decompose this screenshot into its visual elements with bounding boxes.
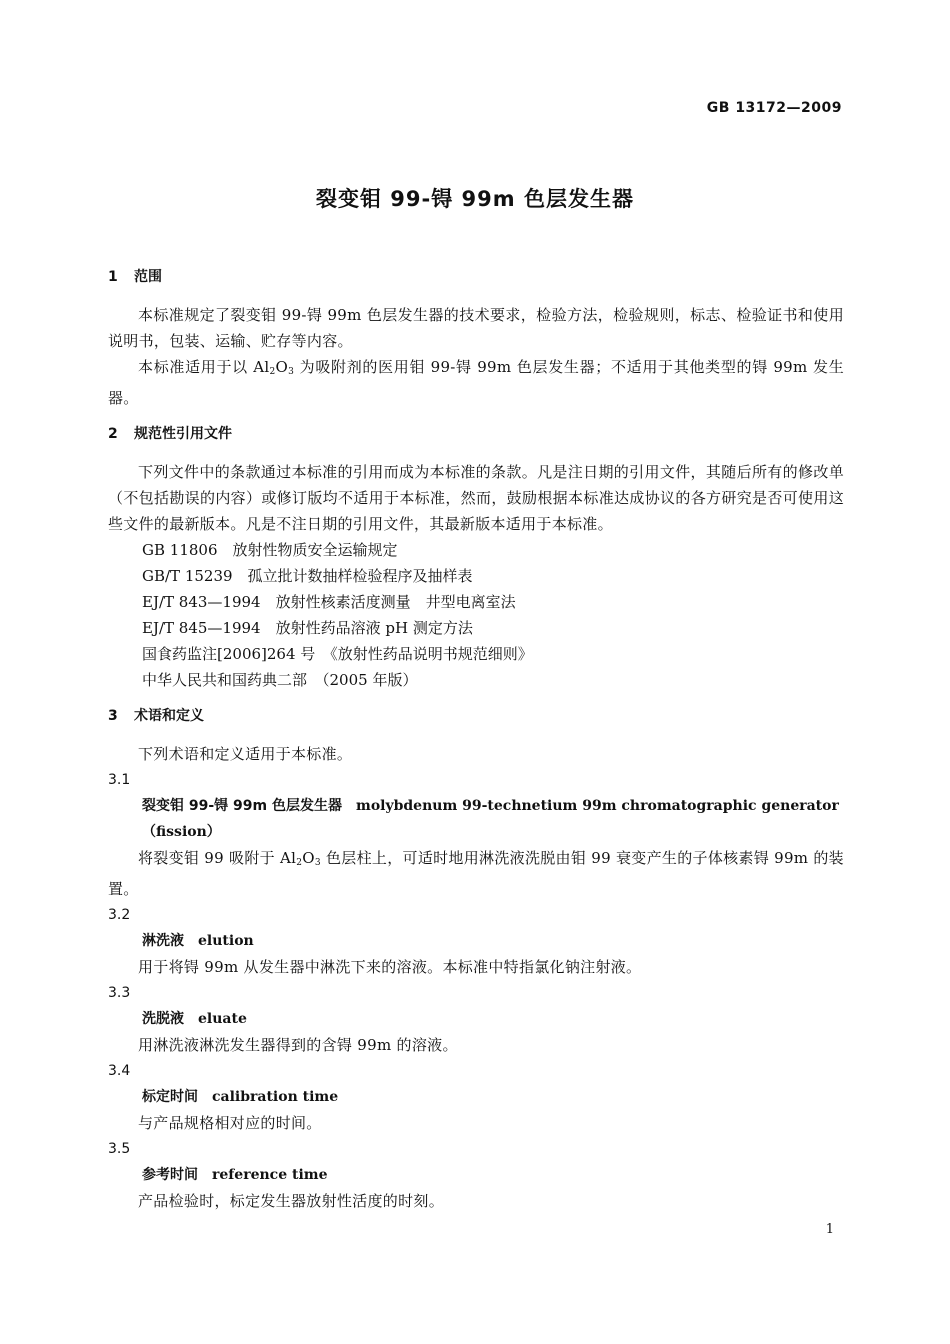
- term-definition: 与产品规格相对应的时间。: [138, 1114, 322, 1132]
- term-en: calibration time: [212, 1089, 339, 1105]
- term-title: [108, 1084, 844, 1110]
- references-intro: 下列文件中的条款通过本标准的引用而成为本标准的条款。凡是注日期的引用文件，其随后所有的修改单（不包括勘误的内容）或修订版均不适用于本标准，然而，鼓励根据本标准达成协议的各方研究是否可使用这些文件的最新版本。凡是不注日期的引用文件，其最新版本适用于本标准。: [108, 463, 844, 533]
- section-title: 范围: [134, 269, 162, 285]
- reference-item: EJ/T 843—1994 放射性核素活度测量 井型电离室法: [142, 593, 516, 611]
- term-zh: 裂变钼 99-锝 99m 色层发生器: [142, 798, 342, 814]
- term-en: eluate: [198, 1011, 247, 1027]
- term-number: 3.3: [108, 985, 131, 1001]
- reference-item: 中华人民共和国药典二部 （2005 年版）: [142, 671, 418, 689]
- term-zh: 参考时间: [142, 1167, 198, 1183]
- term-zh: 淋洗液: [142, 933, 184, 949]
- section-title: 术语和定义: [134, 708, 204, 724]
- section-1-heading: [108, 266, 844, 288]
- page-number: 1: [825, 1222, 834, 1237]
- term-zh: 标定时间: [142, 1089, 198, 1105]
- section-number: 1: [108, 269, 118, 285]
- section-number: 3: [108, 708, 118, 724]
- section-3-heading: [108, 705, 844, 727]
- reference-item: GB 11806 放射性物质安全运输规定: [142, 541, 398, 559]
- scope-paragraph-1: 本标准规定了裂变钼 99-锝 99m 色层发生器的技术要求，检验方法，检验规则，标志、检验证书和使用说明书，包装、运输、贮存等内容。: [108, 306, 844, 350]
- document-title: 裂变钼 99-锝 99m 色层发生器: [316, 187, 634, 211]
- document-body: [108, 266, 844, 1214]
- section-2-heading: [108, 423, 844, 445]
- term-title: [108, 1006, 844, 1032]
- term-definition: 用于将锝 99m 从发生器中淋洗下来的溶液。本标准中特指氯化钠注射液。: [138, 958, 642, 976]
- section-number: 2: [108, 426, 118, 442]
- term-definition: 产品检验时，标定发生器放射性活度的时刻。: [138, 1192, 445, 1210]
- term-number: 3.5: [108, 1141, 131, 1157]
- term-title: [108, 793, 844, 845]
- term-en: elution: [198, 933, 254, 949]
- reference-item: GB/T 15239 孤立批计数抽样检验程序及抽样表: [142, 567, 473, 585]
- term-definition: 用淋洗液淋洗发生器得到的含锝 99m 的溶液。: [138, 1036, 458, 1054]
- standard-code: GB 13172—2009: [706, 100, 842, 116]
- term-definition: 将裂变钼 99 吸附于 $Al_2O_3$ 色层柱上，可适时地用淋洗液洗脱由钼 99 衰变产生的子体核素锝 99m 的装置。: [108, 849, 844, 898]
- term-en: molybdenum 99-technetium 99m chromatographic generator（fission）: [142, 798, 839, 840]
- reference-item: EJ/T 845—1994 放射性药品溶液 pH 测定方法: [142, 619, 473, 637]
- reference-item: 国食药监注[2006]264 号 《放射性药品说明书规范细则》: [142, 645, 533, 663]
- term-number: 3.2: [108, 907, 131, 923]
- term-en: reference time: [212, 1167, 328, 1183]
- section-title: 规范性引用文件: [134, 426, 232, 442]
- term-title: [108, 1162, 844, 1188]
- term-title: [108, 928, 844, 954]
- term-number: 3.1: [108, 772, 131, 788]
- scope-paragraph-2: 本标准适用于以 $Al_2O_3$ 为吸附剂的医用钼 99-锝 99m 色层发生器；不适用于其他类型的锝 99m 发生器。: [108, 358, 844, 407]
- term-number: 3.4: [108, 1063, 131, 1079]
- term-zh: 洗脱液: [142, 1011, 184, 1027]
- terms-intro: 下列术语和定义适用于本标准。: [138, 745, 353, 763]
